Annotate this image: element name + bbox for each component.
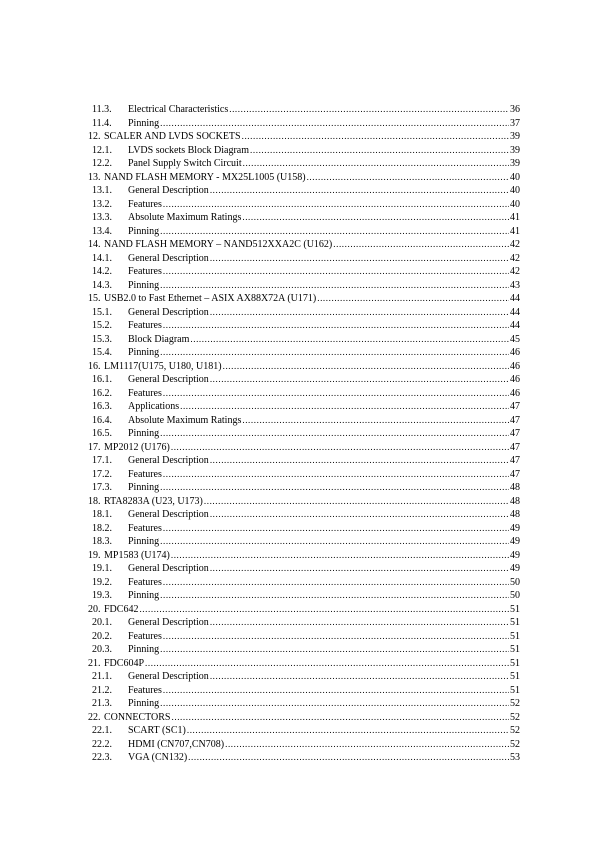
toc-entry-title: Pinning <box>128 428 160 439</box>
dot-leader <box>210 306 509 320</box>
toc-entry-page-number: 52 <box>510 711 520 723</box>
dot-leader <box>163 522 509 536</box>
toc-subsection[interactable] <box>0 751 595 765</box>
toc-entry-title: General Description <box>128 617 209 628</box>
toc-entry-number: 15. <box>88 293 101 304</box>
toc-entry-line <box>128 252 520 266</box>
toc-entry-page-number: 42 <box>510 266 520 277</box>
toc-entry-number: 13.3. <box>92 212 112 223</box>
toc-entry-number: 12. <box>88 131 101 142</box>
toc-subsection[interactable] <box>0 724 595 738</box>
dot-leader <box>139 603 509 617</box>
toc-entry-line <box>128 346 520 360</box>
toc-entry-page-number: 36 <box>510 104 520 115</box>
dot-leader <box>160 535 509 549</box>
toc-subsection[interactable] <box>0 198 595 212</box>
toc-subsection[interactable] <box>0 265 595 279</box>
dot-leader <box>210 616 509 630</box>
toc-subsection[interactable] <box>0 279 595 293</box>
toc-entry-number: 21.3. <box>92 698 112 709</box>
dot-leader <box>163 319 509 333</box>
dot-leader <box>317 292 509 306</box>
toc-entry-number: 13. <box>88 171 101 183</box>
toc-subsection[interactable] <box>0 481 595 495</box>
toc-entry-page-number: 52 <box>510 725 520 736</box>
toc-entry-page-number: 51 <box>510 671 520 682</box>
toc-entry-number: 17.2. <box>92 468 112 480</box>
toc-entry-number: 20.3. <box>92 644 112 655</box>
toc-entry-title: Pinning <box>128 644 160 655</box>
toc-subsection[interactable] <box>0 306 595 320</box>
toc-subsection[interactable] <box>0 630 595 644</box>
toc-entry-page-number: 41 <box>510 225 520 237</box>
toc-section[interactable] <box>0 441 595 455</box>
dot-leader <box>160 225 509 239</box>
toc-entry-line <box>128 144 520 158</box>
dot-leader <box>160 643 509 657</box>
dot-leader <box>187 724 509 738</box>
dot-leader <box>160 697 509 711</box>
toc-entry-page-number: 48 <box>510 495 520 507</box>
dot-leader <box>171 441 509 455</box>
toc-entry-number: 14.2. <box>92 266 112 277</box>
toc-entry-title: NAND FLASH MEMORY - MX25L1005 (U158) <box>104 171 306 183</box>
toc-entry-number: 18.3. <box>92 536 112 547</box>
toc-entry-page-number: 42 <box>510 239 520 250</box>
toc-entry-page-number: 47 <box>510 455 520 466</box>
toc-entry-line <box>104 711 520 725</box>
toc-subsection[interactable] <box>0 427 595 441</box>
toc-entry-title: Features <box>128 266 162 277</box>
toc-entry-title: Features <box>128 468 162 480</box>
toc-entry-page-number: 49 <box>510 549 520 561</box>
toc-entry-page-number: 44 <box>510 293 520 304</box>
toc-entry-page-number: 51 <box>510 684 520 696</box>
toc-section[interactable] <box>0 360 595 374</box>
toc-entry-page-number: 49 <box>510 536 520 547</box>
toc-subsection[interactable] <box>0 157 595 171</box>
toc-entry-page-number: 47 <box>510 401 520 412</box>
toc-entry-page-number: 53 <box>510 752 520 763</box>
toc-entry-number: 16.3. <box>92 401 112 412</box>
toc-entry-title: Features <box>128 684 162 696</box>
toc-entry-number: 14.1. <box>92 252 112 264</box>
toc-subsection[interactable] <box>0 117 595 131</box>
toc-entry-number: 19. <box>88 549 101 561</box>
toc-entry-line <box>128 697 520 711</box>
toc-subsection[interactable] <box>0 346 595 360</box>
toc-entry-page-number: 46 <box>510 374 520 385</box>
dot-leader <box>163 630 509 644</box>
toc-entry-title: General Description <box>128 185 209 196</box>
toc-subsection[interactable] <box>0 643 595 657</box>
toc-entry-page-number: 47 <box>510 441 520 453</box>
toc-entry-title: Absolute Maximum Ratings <box>128 414 242 426</box>
dot-leader <box>204 495 509 509</box>
toc-entry-title: Block Diagram <box>128 333 190 345</box>
toc-entry-title: Features <box>128 522 162 534</box>
toc-entry-title: Pinning <box>128 536 160 547</box>
dot-leader <box>163 198 509 212</box>
toc-entry-title: VGA (CN132) <box>128 752 188 763</box>
dot-leader <box>242 211 509 225</box>
toc-entry-title: MP2012 (U176) <box>104 441 170 453</box>
toc-entry-line <box>128 751 520 765</box>
toc-entry-page-number: 39 <box>510 158 520 169</box>
toc-subsection[interactable] <box>0 184 595 198</box>
toc-entry-line <box>128 184 520 198</box>
toc-entry-title: Pinning <box>128 590 160 601</box>
toc-entry-title: General Description <box>128 509 209 520</box>
toc-entry-title: Pinning <box>128 225 160 237</box>
toc-subsection[interactable] <box>0 252 595 266</box>
toc-entry-page-number: 39 <box>510 144 520 156</box>
toc-section[interactable] <box>0 549 595 563</box>
toc-entry-line <box>128 103 520 117</box>
dot-leader <box>210 670 509 684</box>
toc-entry-title: MP1583 (U174) <box>104 549 170 561</box>
toc-entry-line <box>128 400 520 414</box>
toc-entry-page-number: 51 <box>510 617 520 628</box>
toc-entry-page-number: 51 <box>510 644 520 655</box>
toc-section[interactable] <box>0 711 595 725</box>
toc-entry-title: General Description <box>128 563 209 574</box>
toc-subsection[interactable] <box>0 684 595 698</box>
toc-entry-number: 16.2. <box>92 387 112 399</box>
toc-entry-page-number: 41 <box>510 212 520 223</box>
toc-entry-title: NAND FLASH MEMORY – NAND512XXA2C (U162) <box>104 239 333 250</box>
toc-entry-line <box>128 265 520 279</box>
toc-entry-line <box>104 657 520 671</box>
toc-entry-line <box>128 387 520 401</box>
toc-entry-page-number: 47 <box>510 428 520 439</box>
toc-entry-page-number: 52 <box>510 738 520 750</box>
dot-leader <box>163 684 509 698</box>
dot-leader <box>210 184 509 198</box>
toc-entry-title: FDC604P <box>104 657 145 669</box>
toc-section[interactable] <box>0 130 595 144</box>
toc-subsection[interactable] <box>0 535 595 549</box>
toc-entry-title: RTA8283A (U23, U173) <box>104 495 203 507</box>
toc-subsection[interactable] <box>0 333 595 347</box>
dot-leader <box>243 157 509 171</box>
toc-entry-page-number: 39 <box>510 131 520 142</box>
toc-section[interactable] <box>0 603 595 617</box>
toc-subsection[interactable] <box>0 103 595 117</box>
toc-subsection[interactable] <box>0 738 595 752</box>
toc-entry-number: 19.2. <box>92 576 112 588</box>
toc-entry-line <box>128 562 520 576</box>
dot-leader <box>160 346 509 360</box>
dot-leader <box>210 562 509 576</box>
toc-entry-number: 12.2. <box>92 158 112 169</box>
dot-leader <box>333 238 509 252</box>
toc-entry-line <box>104 549 520 563</box>
toc-entry-number: 22.1. <box>92 725 112 736</box>
toc-entry-title: LM1117(U175, U180, U181) <box>104 360 222 372</box>
toc-entry-number: 13.1. <box>92 185 112 196</box>
toc-entry-line <box>128 535 520 549</box>
toc-entry-number: 20.1. <box>92 617 112 628</box>
toc-entry-page-number: 52 <box>510 698 520 709</box>
dot-leader <box>242 130 509 144</box>
toc-entry-number: 11.4. <box>92 117 112 129</box>
toc-section[interactable] <box>0 292 595 306</box>
toc-entry-number: 21. <box>88 657 101 669</box>
toc-entry-number: 15.3. <box>92 333 112 345</box>
toc-entry-line <box>128 454 520 468</box>
toc-section[interactable] <box>0 238 595 252</box>
toc-entry-number: 20.2. <box>92 630 112 642</box>
toc-entry-title: LVDS sockets Block Diagram <box>128 144 250 156</box>
toc-entry-line <box>104 130 520 144</box>
toc-entry-page-number: 46 <box>510 347 520 358</box>
toc-entry-line <box>128 117 520 131</box>
toc-entry-page-number: 50 <box>510 576 520 588</box>
toc-entry-title: SCART (SC1) <box>128 725 186 736</box>
toc-entry-page-number: 48 <box>510 482 520 493</box>
toc-entry-line <box>128 414 520 428</box>
toc-entry-page-number: 40 <box>510 171 520 183</box>
toc-entry-line <box>128 279 520 293</box>
toc-entry-title: Pinning <box>128 279 160 291</box>
toc-entry-line <box>128 481 520 495</box>
dot-leader <box>160 279 509 293</box>
toc-entry-title: Pinning <box>128 347 160 358</box>
toc-entry-line <box>128 589 520 603</box>
toc-entry-number: 16.1. <box>92 374 112 385</box>
toc-entry-line <box>128 643 520 657</box>
toc-subsection[interactable] <box>0 454 595 468</box>
toc-entry-page-number: 40 <box>510 185 520 196</box>
dot-leader <box>145 657 509 671</box>
toc-subsection[interactable] <box>0 225 595 239</box>
toc-entry-number: 19.3. <box>92 590 112 601</box>
toc-entry-title: General Description <box>128 455 209 466</box>
dot-leader <box>210 252 509 266</box>
toc-entry-number: 18.2. <box>92 522 112 534</box>
toc-entry-number: 16.5. <box>92 428 112 439</box>
toc-entry-title: Features <box>128 576 162 588</box>
dot-leader <box>223 360 509 374</box>
toc-entry-number: 14.3. <box>92 279 112 291</box>
toc-entry-page-number: 51 <box>510 657 520 669</box>
toc-entry-title: General Description <box>128 252 209 264</box>
toc-entry-number: 17.1. <box>92 455 112 466</box>
toc-entry-line <box>128 333 520 347</box>
toc-entry-line <box>104 360 520 374</box>
toc-entry-line <box>128 468 520 482</box>
dot-leader <box>225 738 509 752</box>
dot-leader <box>163 576 509 590</box>
toc-entry-page-number: 45 <box>510 333 520 345</box>
toc-entry-line <box>128 508 520 522</box>
toc-entry-line <box>128 306 520 320</box>
toc-entry-line <box>104 495 520 509</box>
toc-subsection[interactable] <box>0 697 595 711</box>
toc-entry-line <box>128 522 520 536</box>
toc-entry-number: 14. <box>88 239 101 250</box>
toc-subsection[interactable] <box>0 414 595 428</box>
toc-entry-number: 12.1. <box>92 144 112 156</box>
toc-entry-title: Features <box>128 198 162 210</box>
toc-entry-line <box>128 616 520 630</box>
toc-entry-title: Pinning <box>128 698 160 709</box>
dot-leader <box>160 117 509 131</box>
toc-entry-title: General Description <box>128 671 209 682</box>
toc-entry-line <box>128 198 520 212</box>
toc-entry-title: HDMI (CN707,CN708) <box>128 738 225 750</box>
dot-leader <box>180 400 509 414</box>
dot-leader <box>171 549 509 563</box>
dot-leader <box>307 171 509 185</box>
toc-subsection[interactable] <box>0 589 595 603</box>
toc-entry-number: 11.3. <box>92 104 112 115</box>
toc-entry-title: General Description <box>128 306 209 318</box>
toc-entry-line <box>128 225 520 239</box>
toc-entry-page-number: 46 <box>510 360 520 372</box>
toc-entry-number: 21.1. <box>92 671 112 682</box>
toc-entry-line <box>128 157 520 171</box>
toc-entry-page-number: 50 <box>510 590 520 601</box>
toc-subsection[interactable] <box>0 576 595 590</box>
toc-subsection[interactable] <box>0 670 595 684</box>
toc-entry-line <box>128 576 520 590</box>
toc-entry-line <box>128 211 520 225</box>
toc-entry-line <box>128 738 520 752</box>
toc-entry-title: Absolute Maximum Ratings <box>128 212 242 223</box>
toc-entry-number: 17. <box>88 441 101 453</box>
toc-entry-number: 19.1. <box>92 563 112 574</box>
toc-entry-page-number: 42 <box>510 252 520 264</box>
dot-leader <box>163 468 509 482</box>
toc-entry-title: SCALER AND LVDS SOCKETS <box>104 131 241 142</box>
toc-subsection[interactable] <box>0 508 595 522</box>
dot-leader <box>210 454 509 468</box>
dot-leader <box>160 481 509 495</box>
dot-leader <box>229 103 509 117</box>
toc-entry-line <box>128 724 520 738</box>
toc-entry-line <box>128 319 520 333</box>
toc-subsection[interactable] <box>0 144 595 158</box>
dot-leader <box>172 711 510 725</box>
toc-entry-number: 17.3. <box>92 482 112 493</box>
dot-leader <box>250 144 509 158</box>
toc-entry-number: 22.3. <box>92 752 112 763</box>
toc-entry-line <box>128 684 520 698</box>
toc-section[interactable] <box>0 657 595 671</box>
toc-entry-line <box>104 171 520 185</box>
toc-entry-number: 20. <box>88 603 101 615</box>
toc-entry-page-number: 40 <box>510 198 520 210</box>
toc-entry-title: USB2.0 to Fast Ethernet – ASIX AX88X72A (U171) <box>104 293 317 304</box>
toc-entry-title: Features <box>128 387 162 399</box>
toc-entry-number: 22. <box>88 711 101 723</box>
toc-subsection[interactable] <box>0 562 595 576</box>
toc-entry-page-number: 48 <box>510 509 520 520</box>
toc-entry-title: General Description <box>128 374 209 385</box>
toc-subsection[interactable] <box>0 211 595 225</box>
toc-entry-page-number: 49 <box>510 563 520 574</box>
toc-entry-number: 16.4. <box>92 414 112 426</box>
toc-entry-page-number: 49 <box>510 522 520 534</box>
toc-entry-number: 13.4. <box>92 225 112 237</box>
dot-leader <box>160 589 509 603</box>
dot-leader <box>210 373 509 387</box>
toc-subsection[interactable] <box>0 522 595 536</box>
toc-subsection[interactable] <box>0 319 595 333</box>
toc-entry-page-number: 44 <box>510 320 520 331</box>
toc-entry-title: FDC642 <box>104 603 139 615</box>
toc-entry-number: 18.1. <box>92 509 112 520</box>
toc-subsection[interactable] <box>0 468 595 482</box>
toc-entry-line <box>104 603 520 617</box>
dot-leader <box>242 414 509 428</box>
toc-entry-page-number: 47 <box>510 468 520 480</box>
dot-leader <box>188 751 509 765</box>
toc-entry-line <box>104 292 520 306</box>
toc-entry-page-number: 37 <box>510 117 520 129</box>
toc-entry-page-number: 43 <box>510 279 520 291</box>
toc-entry-title: Applications <box>128 401 180 412</box>
toc-entry-title: CONNECTORS <box>104 711 171 723</box>
toc-entry-number: 13.2. <box>92 198 112 210</box>
toc-entry-title: Electrical Characteristics <box>128 104 229 115</box>
toc-entry-page-number: 47 <box>510 414 520 426</box>
toc-subsection[interactable] <box>0 400 595 414</box>
toc-entry-number: 15.1. <box>92 306 112 318</box>
dot-leader <box>190 333 509 347</box>
dot-leader <box>163 387 509 401</box>
toc-entry-line <box>104 441 520 455</box>
toc-entry-number: 16. <box>88 360 101 372</box>
toc-entry-number: 15.4. <box>92 347 112 358</box>
toc-entry-number: 22.2. <box>92 738 112 750</box>
toc-subsection[interactable] <box>0 373 595 387</box>
toc-entry-line <box>128 670 520 684</box>
dot-leader <box>210 508 509 522</box>
toc-entry-number: 15.2. <box>92 320 112 331</box>
toc-entry-page-number: 51 <box>510 603 520 615</box>
toc-entry-title: Pinning <box>128 117 160 129</box>
toc-entry-page-number: 51 <box>510 630 520 642</box>
toc-section[interactable] <box>0 495 595 509</box>
toc-entry-line <box>128 630 520 644</box>
dot-leader <box>163 265 509 279</box>
toc-entry-title: Pinning <box>128 482 160 493</box>
dot-leader <box>160 427 509 441</box>
toc-entry-line <box>104 238 520 252</box>
toc-entry-line <box>128 373 520 387</box>
toc-entry-title: Features <box>128 320 162 331</box>
toc-entry-page-number: 44 <box>510 306 520 318</box>
toc-entry-number: 21.2. <box>92 684 112 696</box>
toc-entry-title: Features <box>128 630 162 642</box>
toc-entry-page-number: 46 <box>510 387 520 399</box>
toc-entry-title: Panel Supply Switch Circuit <box>128 158 242 169</box>
toc-subsection[interactable] <box>0 616 595 630</box>
table-of-contents <box>0 103 595 765</box>
toc-subsection[interactable] <box>0 387 595 401</box>
toc-entry-number: 18. <box>88 495 101 507</box>
toc-entry-line <box>128 427 520 441</box>
toc-section[interactable] <box>0 171 595 185</box>
